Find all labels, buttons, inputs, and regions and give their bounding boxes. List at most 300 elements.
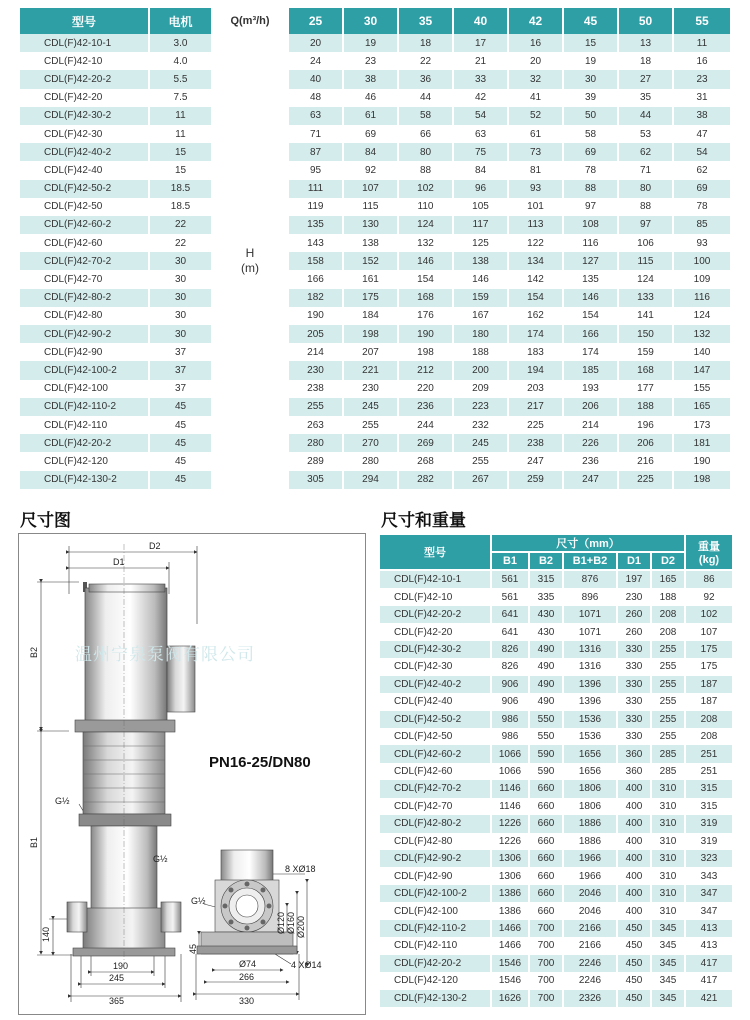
head-value-cell: 247 <box>509 452 564 470</box>
head-value-cell: 62 <box>674 161 730 179</box>
head-label-h: H <box>245 246 255 261</box>
wt-value-cell: 343 <box>686 867 732 884</box>
motor-cell: 11 <box>150 125 213 143</box>
wt-value-cell: 590 <box>530 763 564 780</box>
head-value-cell: 225 <box>509 416 564 434</box>
wt-value-cell: 315 <box>686 780 732 797</box>
wt-value-cell: 1806 <box>564 780 618 797</box>
model-cell: CDL(F)42-90-2 <box>20 325 150 343</box>
head-value-cell: 245 <box>344 398 399 416</box>
head-value-cell: 198 <box>399 343 454 361</box>
motor-cell: 3.0 <box>150 34 213 52</box>
wt-value-cell: 660 <box>530 815 564 832</box>
model-cell: CDL(F)42-100-2 <box>20 361 150 379</box>
wt-value-cell: 413 <box>686 920 732 937</box>
dim-266-label: 266 <box>239 972 255 982</box>
wt-value-cell: 400 <box>618 867 652 884</box>
wt-value-cell: 641 <box>492 606 530 623</box>
wt-value-cell: 1466 <box>492 920 530 937</box>
model-cell: CDL(F)42-60 <box>20 234 150 252</box>
head-value-cell: 116 <box>674 289 730 307</box>
head-value-cell: 159 <box>454 289 509 307</box>
head-value-cell: 19 <box>564 52 619 70</box>
head-value-cell: 146 <box>564 289 619 307</box>
flow-35-header: 35 <box>399 8 454 34</box>
weight-row <box>380 990 732 1007</box>
head-value-cell: 132 <box>674 325 730 343</box>
wt-value-cell: 165 <box>652 571 686 588</box>
head-value-cell: 13 <box>619 34 674 52</box>
performance-row <box>20 471 730 489</box>
wt-value-cell: 413 <box>686 937 732 954</box>
head-value-cell: 20 <box>289 34 344 52</box>
wt-value-cell: 1146 <box>492 798 530 815</box>
head-value-cell: 122 <box>509 234 564 252</box>
head-value-cell: 140 <box>674 343 730 361</box>
head-value-cell: 146 <box>454 270 509 288</box>
wt-value-cell: 400 <box>618 780 652 797</box>
wt-value-cell: 2046 <box>564 902 618 919</box>
head-value-cell: 15 <box>564 34 619 52</box>
head-value-cell: 225 <box>619 471 674 489</box>
head-value-cell: 138 <box>344 234 399 252</box>
weight-row <box>380 815 732 832</box>
wt-value-cell: 255 <box>652 676 686 693</box>
wt-value-cell: 660 <box>530 833 564 850</box>
head-value-cell: 196 <box>619 416 674 434</box>
weight-row <box>380 955 732 972</box>
dim-160-label: Ø160 <box>286 911 296 934</box>
head-value-cell: 138 <box>454 252 509 270</box>
model-cell: CDL(F)42-30 <box>20 125 150 143</box>
motor-cell: 30 <box>150 289 213 307</box>
wt-value-cell: 1546 <box>492 955 530 972</box>
head-value-cell: 110 <box>399 198 454 216</box>
head-value-cell: 174 <box>509 325 564 343</box>
head-value-cell: 42 <box>454 89 509 107</box>
head-value-cell: 226 <box>564 434 619 452</box>
performance-row <box>20 289 730 307</box>
wt-model-cell: CDL(F)42-90 <box>380 867 492 884</box>
head-value-cell: 36 <box>399 70 454 88</box>
model-cell: CDL(F)42-70-2 <box>20 252 150 270</box>
wt-value-cell: 1546 <box>492 972 530 989</box>
wt-value-cell: 345 <box>652 955 686 972</box>
wt-model-cell: CDL(F)42-50-2 <box>380 711 492 728</box>
dim-120-label: Ø120 <box>276 911 286 934</box>
head-value-cell: 270 <box>344 434 399 452</box>
head-value-cell: 31 <box>674 89 730 107</box>
wt-value-cell: 490 <box>530 693 564 710</box>
wt-weight-header <box>686 535 732 571</box>
head-value-cell: 168 <box>619 361 674 379</box>
wt-model-cell: CDL(F)42-110-2 <box>380 920 492 937</box>
head-value-cell: 119 <box>289 198 344 216</box>
wt-value-cell: 986 <box>492 711 530 728</box>
wt-value-cell: 285 <box>652 763 686 780</box>
head-value-cell: 54 <box>674 143 730 161</box>
head-value-cell: 16 <box>509 34 564 52</box>
model-cell: CDL(F)42-30-2 <box>20 107 150 125</box>
head-value-cell: 132 <box>399 234 454 252</box>
head-value-cell: 92 <box>344 161 399 179</box>
wt-value-cell: 255 <box>652 641 686 658</box>
motor-cell: 4.0 <box>150 52 213 70</box>
wt-value-cell: 197 <box>618 571 652 588</box>
weight-row <box>380 798 732 815</box>
wt-value-cell: 330 <box>618 676 652 693</box>
d1-label: D1 <box>113 557 125 567</box>
head-value-cell: 143 <box>289 234 344 252</box>
wt-value-cell: 1536 <box>564 711 618 728</box>
pump-side-view <box>197 850 297 954</box>
head-value-cell: 61 <box>344 107 399 125</box>
wt-value-cell: 360 <box>618 745 652 762</box>
wt-value-cell: 1886 <box>564 815 618 832</box>
wt-value-cell: 310 <box>652 780 686 797</box>
head-value-cell: 200 <box>454 361 509 379</box>
wt-model-cell: CDL(F)42-100-2 <box>380 885 492 902</box>
head-value-cell: 127 <box>564 252 619 270</box>
performance-row <box>20 380 730 398</box>
head-value-cell: 207 <box>344 343 399 361</box>
wt-value-cell: 700 <box>530 937 564 954</box>
head-value-cell: 205 <box>289 325 344 343</box>
wt-value-cell: 102 <box>686 606 732 623</box>
pressure-spec: PN16-25/DN80 <box>209 754 311 771</box>
wt-value-cell: 175 <box>686 658 732 675</box>
head-value-cell: 305 <box>289 471 344 489</box>
model-cell: CDL(F)42-100 <box>20 380 150 398</box>
model-cell: CDL(F)42-80 <box>20 307 150 325</box>
model-cell: CDL(F)42-50 <box>20 198 150 216</box>
wt-d1-header: D1 <box>618 553 652 571</box>
head-value-cell: 282 <box>399 471 454 489</box>
head-value-cell: 221 <box>344 361 399 379</box>
wt-value-cell: 255 <box>652 658 686 675</box>
head-value-cell: 78 <box>564 161 619 179</box>
head-value-cell: 93 <box>509 180 564 198</box>
wt-model-cell: CDL(F)42-20-2 <box>380 955 492 972</box>
head-value-cell: 20 <box>509 52 564 70</box>
model-cell: CDL(F)42-70 <box>20 270 150 288</box>
d2-label: D2 <box>149 541 161 551</box>
wt-value-cell: 188 <box>652 588 686 605</box>
head-value-cell: 174 <box>564 343 619 361</box>
head-value-cell: 259 <box>509 471 564 489</box>
performance-row <box>20 325 730 343</box>
wt-b1b2-header: B1+B2 <box>564 553 618 571</box>
head-value-cell: 75 <box>454 143 509 161</box>
weight-row <box>380 937 732 954</box>
performance-row <box>20 252 730 270</box>
head-value-cell: 44 <box>619 107 674 125</box>
head-value-cell: 27 <box>619 70 674 88</box>
flow-50-header: 50 <box>619 8 674 34</box>
performance-row <box>20 434 730 452</box>
head-value-cell: 238 <box>289 380 344 398</box>
flow-25-header: 25 <box>289 8 344 34</box>
head-value-cell: 166 <box>289 270 344 288</box>
wt-value-cell: 450 <box>618 955 652 972</box>
motor-cell: 37 <box>150 380 213 398</box>
head-value-cell: 80 <box>619 180 674 198</box>
wt-value-cell: 2166 <box>564 920 618 937</box>
head-value-cell: 184 <box>344 307 399 325</box>
head-value-cell: 80 <box>399 143 454 161</box>
head-label-unit: (m) <box>241 261 259 276</box>
wt-value-cell: 660 <box>530 902 564 919</box>
model-cell: CDL(F)42-20-2 <box>20 434 150 452</box>
head-value-cell: 19 <box>344 34 399 52</box>
model-cell: CDL(F)42-90 <box>20 343 150 361</box>
head-value-cell: 177 <box>619 380 674 398</box>
wt-b2-header: B2 <box>530 553 564 571</box>
model-cell: CDL(F)42-110-2 <box>20 398 150 416</box>
head-value-cell: 280 <box>344 452 399 470</box>
flow-header: Q(m³/h) <box>213 8 289 34</box>
head-value-cell: 87 <box>289 143 344 161</box>
wt-value-cell: 175 <box>686 641 732 658</box>
head-value-cell: 17 <box>454 34 509 52</box>
wt-value-cell: 315 <box>530 571 564 588</box>
wt-model-cell: CDL(F)42-110 <box>380 937 492 954</box>
weight-row <box>380 711 732 728</box>
head-value-cell: 180 <box>454 325 509 343</box>
head-value-cell: 280 <box>289 434 344 452</box>
wt-value-cell: 660 <box>530 885 564 902</box>
performance-table <box>20 8 730 489</box>
head-value-cell: 223 <box>454 398 509 416</box>
head-value-cell: 39 <box>564 89 619 107</box>
model-cell: CDL(F)42-80-2 <box>20 289 150 307</box>
head-value-cell: 214 <box>564 416 619 434</box>
motor-cell: 15 <box>150 143 213 161</box>
head-value-cell: 33 <box>454 70 509 88</box>
head-value-cell: 124 <box>619 270 674 288</box>
head-value-cell: 268 <box>399 452 454 470</box>
model-cell: CDL(F)42-20 <box>20 89 150 107</box>
motor-cell: 45 <box>150 416 213 434</box>
head-value-cell: 155 <box>674 380 730 398</box>
dimension-drawing <box>18 533 366 1015</box>
dimension-weight-table <box>380 535 732 1007</box>
wt-value-cell: 2046 <box>564 885 618 902</box>
wt-size-header: 尺寸（mm） <box>492 535 686 553</box>
wt-value-cell: 450 <box>618 937 652 954</box>
weight-row <box>380 885 732 902</box>
motor-cell: 18.5 <box>150 198 213 216</box>
wt-value-cell: 310 <box>652 867 686 884</box>
wt-value-cell: 421 <box>686 990 732 1007</box>
wt-value-cell: 1886 <box>564 833 618 850</box>
wt-model-cell: CDL(F)42-10-1 <box>380 571 492 588</box>
performance-row <box>20 343 730 361</box>
wt-value-cell: 255 <box>652 711 686 728</box>
head-value-cell: 294 <box>344 471 399 489</box>
head-value-cell: 245 <box>454 434 509 452</box>
head-value-cell: 125 <box>454 234 509 252</box>
head-value-cell: 154 <box>399 270 454 288</box>
wt-value-cell: 1146 <box>492 780 530 797</box>
head-value-cell: 21 <box>454 52 509 70</box>
model-cell: CDL(F)42-120 <box>20 452 150 470</box>
head-value-cell: 183 <box>509 343 564 361</box>
dim-74-label: Ø74 <box>239 959 257 969</box>
weight-row <box>380 920 732 937</box>
wt-value-cell: 400 <box>618 833 652 850</box>
head-value-cell: 230 <box>289 361 344 379</box>
weight-row <box>380 833 732 850</box>
wt-value-cell: 187 <box>686 676 732 693</box>
flow-40-header: 40 <box>454 8 509 34</box>
head-value-cell: 220 <box>399 380 454 398</box>
wt-model-cell: CDL(F)42-50 <box>380 728 492 745</box>
wt-weight-label: 重量 <box>698 541 721 553</box>
head-value-cell: 130 <box>344 216 399 234</box>
head-value-cell: 115 <box>619 252 674 270</box>
wt-value-cell: 330 <box>618 641 652 658</box>
head-value-cell: 88 <box>564 180 619 198</box>
wt-value-cell: 1066 <box>492 763 530 780</box>
wt-d2-header: D2 <box>652 553 686 571</box>
head-value-cell: 198 <box>674 471 730 489</box>
head-value-cell: 176 <box>399 307 454 325</box>
wt-value-cell: 660 <box>530 867 564 884</box>
wt-value-cell: 400 <box>618 885 652 902</box>
weight-row <box>380 676 732 693</box>
head-value-cell: 23 <box>344 52 399 70</box>
head-value-cell: 194 <box>509 361 564 379</box>
wt-model-cell: CDL(F)42-40 <box>380 693 492 710</box>
head-value-cell: 190 <box>289 307 344 325</box>
head-value-cell: 217 <box>509 398 564 416</box>
wt-value-cell: 208 <box>652 623 686 640</box>
head-value-cell: 66 <box>399 125 454 143</box>
wt-value-cell: 208 <box>652 606 686 623</box>
wt-value-cell: 490 <box>530 676 564 693</box>
motor-cell: 30 <box>150 252 213 270</box>
weight-row <box>380 850 732 867</box>
wt-model-cell: CDL(F)42-70 <box>380 798 492 815</box>
wt-value-cell: 255 <box>652 728 686 745</box>
head-value-cell: 18 <box>619 52 674 70</box>
head-value-cell: 147 <box>674 361 730 379</box>
head-value-cell: 46 <box>344 89 399 107</box>
head-value-cell: 53 <box>619 125 674 143</box>
head-value-cell: 48 <box>289 89 344 107</box>
dim-45-label: 45 <box>188 943 198 954</box>
model-cell: CDL(F)42-10-1 <box>20 34 150 52</box>
head-value-cell: 116 <box>564 234 619 252</box>
head-value-cell: 30 <box>564 70 619 88</box>
b2-label: B2 <box>29 646 39 658</box>
weight-row <box>380 972 732 989</box>
head-value-cell: 198 <box>344 325 399 343</box>
head-value-cell: 263 <box>289 416 344 434</box>
wt-value-cell: 700 <box>530 990 564 1007</box>
wt-weight-unit: (kg) <box>698 554 720 566</box>
wt-value-cell: 335 <box>530 588 564 605</box>
wt-value-cell: 826 <box>492 658 530 675</box>
head-value-cell: 84 <box>344 143 399 161</box>
wt-value-cell: 1306 <box>492 867 530 884</box>
wt-value-cell: 660 <box>530 780 564 797</box>
wt-value-cell: 1386 <box>492 902 530 919</box>
performance-header-row <box>20 8 730 34</box>
head-value-cell: 236 <box>564 452 619 470</box>
head-value-cell: 185 <box>564 361 619 379</box>
wt-value-cell: 430 <box>530 623 564 640</box>
wt-value-cell: 319 <box>686 815 732 832</box>
head-value-cell: 188 <box>454 343 509 361</box>
performance-row <box>20 161 730 179</box>
wt-value-cell: 260 <box>618 606 652 623</box>
head-value-cell: 152 <box>344 252 399 270</box>
motor-cell: 18.5 <box>150 180 213 198</box>
head-value-cell: 78 <box>674 198 730 216</box>
motor-cell: 45 <box>150 452 213 470</box>
motor-cell: 45 <box>150 398 213 416</box>
wt-value-cell: 1806 <box>564 798 618 815</box>
head-value-cell: 135 <box>289 216 344 234</box>
head-value-cell: 71 <box>619 161 674 179</box>
weight-row <box>380 693 732 710</box>
wt-value-cell: 330 <box>618 693 652 710</box>
head-value-cell: 142 <box>509 270 564 288</box>
dim-245-label: 245 <box>109 973 125 983</box>
wt-value-cell: 906 <box>492 676 530 693</box>
wt-model-cell: CDL(F)42-80-2 <box>380 815 492 832</box>
wt-value-cell: 1466 <box>492 937 530 954</box>
wt-value-cell: 347 <box>686 885 732 902</box>
g-half-left-label: G½ <box>55 796 70 806</box>
wt-value-cell: 330 <box>618 658 652 675</box>
model-cell: CDL(F)42-50-2 <box>20 180 150 198</box>
head-value-cell: 84 <box>454 161 509 179</box>
head-value-cell: 97 <box>619 216 674 234</box>
wt-value-cell: 660 <box>530 798 564 815</box>
motor-cell: 7.5 <box>150 89 213 107</box>
head-value-cell: 88 <box>619 198 674 216</box>
wt-value-cell: 417 <box>686 972 732 989</box>
head-value-cell: 100 <box>674 252 730 270</box>
head-value-cell: 159 <box>619 343 674 361</box>
wt-value-cell: 310 <box>652 885 686 902</box>
head-value-cell: 206 <box>619 434 674 452</box>
flow-30-header: 30 <box>344 8 399 34</box>
performance-row <box>20 234 730 252</box>
wt-model-cell: CDL(F)42-60-2 <box>380 745 492 762</box>
head-value-cell: 134 <box>509 252 564 270</box>
wt-model-cell: CDL(F)42-120 <box>380 972 492 989</box>
head-value-cell: 146 <box>399 252 454 270</box>
weight-row <box>380 763 732 780</box>
pump-drawing-svg <box>19 534 365 1014</box>
motor-cell: 37 <box>150 343 213 361</box>
wt-value-cell: 260 <box>618 623 652 640</box>
wt-value-cell: 400 <box>618 815 652 832</box>
wt-value-cell: 319 <box>686 833 732 850</box>
head-value-cell: 141 <box>619 307 674 325</box>
wt-value-cell: 230 <box>618 588 652 605</box>
head-value-cell: 106 <box>619 234 674 252</box>
weight-row <box>380 641 732 658</box>
motor-header: 电机 <box>150 8 213 34</box>
dim-4x14-label: 4 XØ14 <box>291 960 322 970</box>
weight-row <box>380 867 732 884</box>
head-value-cell: 16 <box>674 52 730 70</box>
